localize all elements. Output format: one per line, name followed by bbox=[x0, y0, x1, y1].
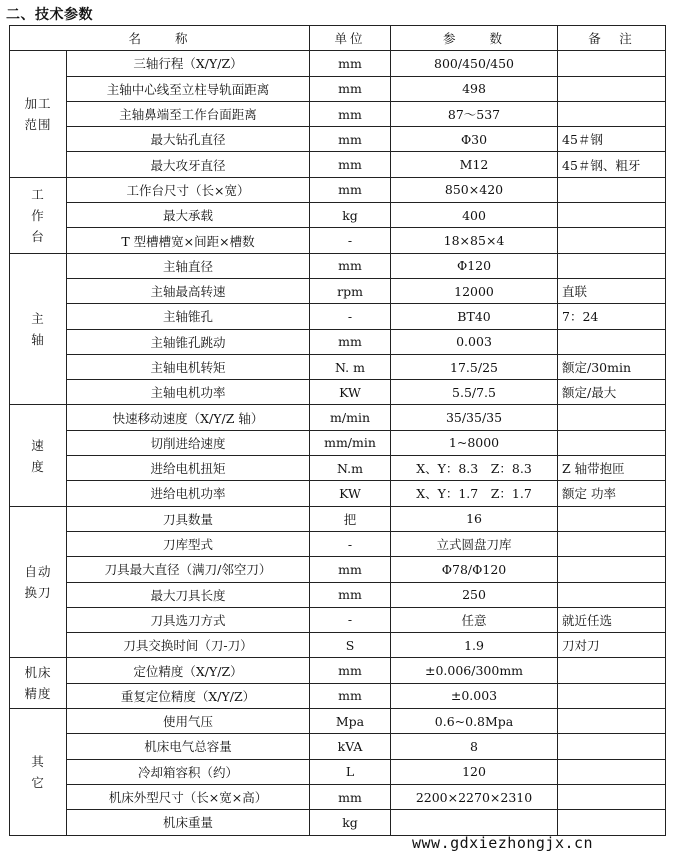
val-cell: 5.5/7.5 bbox=[391, 380, 558, 405]
val-cell: 800/450/450 bbox=[391, 51, 558, 76]
unit-cell: - bbox=[310, 228, 391, 253]
name-cell: 重复定位精度（X/Y/Z） bbox=[67, 683, 310, 708]
name-cell: 主轴锥孔 bbox=[67, 304, 310, 329]
unit-cell: mm/min bbox=[310, 430, 391, 455]
val-cell: 18×85×4 bbox=[391, 228, 558, 253]
unit-cell: mm bbox=[310, 557, 391, 582]
name-cell: 主轴中心线至立柱导轨面距离 bbox=[67, 76, 310, 101]
unit-cell: kg bbox=[310, 810, 391, 835]
table-row bbox=[10, 228, 666, 253]
note-cell bbox=[558, 557, 666, 582]
table-row bbox=[10, 734, 666, 759]
name-cell: 进给电机扭矩 bbox=[67, 456, 310, 481]
note-cell bbox=[558, 810, 666, 835]
unit-cell: mm bbox=[310, 253, 391, 278]
category-cell: 速 度 bbox=[10, 405, 67, 506]
note-cell: 45＃钢、粗牙 bbox=[558, 152, 666, 177]
table-row bbox=[10, 784, 666, 809]
table-row bbox=[10, 253, 666, 278]
name-cell: 主轴直径 bbox=[67, 253, 310, 278]
val-cell: 立式圆盘刀库 bbox=[391, 531, 558, 556]
unit-cell: S bbox=[310, 633, 391, 658]
note-cell: 7：24 bbox=[558, 304, 666, 329]
name-cell: 三轴行程（X/Y/Z） bbox=[67, 51, 310, 76]
table-row bbox=[10, 683, 666, 708]
unit-cell: mm bbox=[310, 582, 391, 607]
note-cell bbox=[558, 253, 666, 278]
table-row bbox=[10, 101, 666, 126]
unit-cell: - bbox=[310, 304, 391, 329]
table-row bbox=[10, 127, 666, 152]
val-cell: 1.9 bbox=[391, 633, 558, 658]
spec-body bbox=[10, 51, 666, 835]
note-cell bbox=[558, 51, 666, 76]
val-cell: 400 bbox=[391, 203, 558, 228]
unit-cell: rpm bbox=[310, 278, 391, 303]
name-cell: 冷却箱容积（约） bbox=[67, 759, 310, 784]
header-param: 参 数 bbox=[391, 26, 558, 51]
table-row bbox=[10, 481, 666, 506]
val-cell: BT40 bbox=[391, 304, 558, 329]
note-cell: 45＃钢 bbox=[558, 127, 666, 152]
unit-cell: - bbox=[310, 531, 391, 556]
category-cell: 其 它 bbox=[10, 709, 67, 835]
val-cell: 87～537 bbox=[391, 101, 558, 126]
table-row bbox=[10, 430, 666, 455]
unit-cell: kg bbox=[310, 203, 391, 228]
unit-cell: KW bbox=[310, 481, 391, 506]
spec-table bbox=[9, 25, 666, 836]
category-cell: 自动 换刀 bbox=[10, 506, 67, 658]
unit-cell: m/min bbox=[310, 405, 391, 430]
name-cell: 定位精度（X/Y/Z） bbox=[67, 658, 310, 683]
note-cell bbox=[558, 203, 666, 228]
name-cell: 机床电气总容量 bbox=[67, 734, 310, 759]
name-cell: 机床外型尺寸（长×宽×高） bbox=[67, 784, 310, 809]
val-cell bbox=[391, 810, 558, 835]
val-cell: ±0.003 bbox=[391, 683, 558, 708]
note-cell: 刀对刀 bbox=[558, 633, 666, 658]
table-row bbox=[10, 304, 666, 329]
name-cell: 工作台尺寸（长×宽） bbox=[67, 177, 310, 202]
name-cell: 刀具数量 bbox=[67, 506, 310, 531]
note-cell bbox=[558, 784, 666, 809]
name-cell: 使用气压 bbox=[67, 709, 310, 734]
table-row bbox=[10, 329, 666, 354]
table-row bbox=[10, 810, 666, 835]
name-cell: 最大攻牙直径 bbox=[67, 152, 310, 177]
name-cell: 最大刀具长度 bbox=[67, 582, 310, 607]
val-cell: 8 bbox=[391, 734, 558, 759]
val-cell: 35/35/35 bbox=[391, 405, 558, 430]
table-row bbox=[10, 607, 666, 632]
val-cell: Φ30 bbox=[391, 127, 558, 152]
val-cell: X、Y：8.3 Z：8.3 bbox=[391, 456, 558, 481]
table-row bbox=[10, 380, 666, 405]
table-row bbox=[10, 456, 666, 481]
table-row bbox=[10, 531, 666, 556]
val-cell: 0.6~0.8Mpa bbox=[391, 709, 558, 734]
note-cell: 就近任选 bbox=[558, 607, 666, 632]
note-cell bbox=[558, 329, 666, 354]
note-cell bbox=[558, 405, 666, 430]
unit-cell: Mpa bbox=[310, 709, 391, 734]
unit-cell: mm bbox=[310, 152, 391, 177]
note-cell bbox=[558, 506, 666, 531]
table-row bbox=[10, 582, 666, 607]
val-cell: 任意 bbox=[391, 607, 558, 632]
table-row bbox=[10, 51, 666, 76]
val-cell: 498 bbox=[391, 76, 558, 101]
note-cell bbox=[558, 177, 666, 202]
unit-cell: kVA bbox=[310, 734, 391, 759]
val-cell: 120 bbox=[391, 759, 558, 784]
val-cell: 0.003 bbox=[391, 329, 558, 354]
category-cell: 加工 范围 bbox=[10, 51, 67, 177]
note-cell: Z 轴带抱匝 bbox=[558, 456, 666, 481]
name-cell: 进给电机功率 bbox=[67, 481, 310, 506]
name-cell: 主轴最高转速 bbox=[67, 278, 310, 303]
note-cell: 额定 功率 bbox=[558, 481, 666, 506]
section-heading: 二、技术参数 bbox=[6, 7, 93, 23]
unit-cell: mm bbox=[310, 127, 391, 152]
val-cell: M12 bbox=[391, 152, 558, 177]
table-row bbox=[10, 759, 666, 784]
name-cell: 刀具最大直径（满刀/邻空刀） bbox=[67, 557, 310, 582]
unit-cell: L bbox=[310, 759, 391, 784]
unit-cell: - bbox=[310, 607, 391, 632]
name-cell: 最大承载 bbox=[67, 203, 310, 228]
note-cell bbox=[558, 709, 666, 734]
category-cell: 工 作 台 bbox=[10, 177, 67, 253]
unit-cell: mm bbox=[310, 658, 391, 683]
name-cell: 刀具选刀方式 bbox=[67, 607, 310, 632]
note-cell bbox=[558, 658, 666, 683]
table-row bbox=[10, 709, 666, 734]
val-cell: ±0.006/300mm bbox=[391, 658, 558, 683]
header-note: 备 注 bbox=[558, 26, 666, 51]
val-cell: Φ78/Φ120 bbox=[391, 557, 558, 582]
name-cell: 机床重量 bbox=[67, 810, 310, 835]
table-row bbox=[10, 152, 666, 177]
name-cell: 主轴电机功率 bbox=[67, 380, 310, 405]
note-cell bbox=[558, 582, 666, 607]
note-cell: 额定/30min bbox=[558, 354, 666, 379]
watermark: www.gdxiezhongjx.cn bbox=[412, 834, 594, 852]
val-cell: 1~8000 bbox=[391, 430, 558, 455]
name-cell: T 型槽槽宽×间距×槽数 bbox=[67, 228, 310, 253]
unit-cell: 把 bbox=[310, 506, 391, 531]
val-cell: 17.5/25 bbox=[391, 354, 558, 379]
table-row bbox=[10, 278, 666, 303]
unit-cell: mm bbox=[310, 784, 391, 809]
unit-cell: mm bbox=[310, 329, 391, 354]
header-row bbox=[10, 26, 666, 51]
name-cell: 快速移动速度（X/Y/Z 轴） bbox=[67, 405, 310, 430]
name-cell: 刀库型式 bbox=[67, 531, 310, 556]
name-cell: 最大钻孔直径 bbox=[67, 127, 310, 152]
table-row bbox=[10, 76, 666, 101]
val-cell: Φ120 bbox=[391, 253, 558, 278]
val-cell: 2200×2270×2310 bbox=[391, 784, 558, 809]
name-cell: 刀具交换时间（刀-刀） bbox=[67, 633, 310, 658]
note-cell bbox=[558, 430, 666, 455]
note-cell bbox=[558, 683, 666, 708]
table-row bbox=[10, 658, 666, 683]
note-cell bbox=[558, 531, 666, 556]
unit-cell: mm bbox=[310, 101, 391, 126]
unit-cell: mm bbox=[310, 51, 391, 76]
table-row bbox=[10, 557, 666, 582]
table-row bbox=[10, 633, 666, 658]
table-row bbox=[10, 203, 666, 228]
header-name: 名 称 bbox=[10, 26, 310, 51]
unit-cell: N. m bbox=[310, 354, 391, 379]
category-cell: 机床 精度 bbox=[10, 658, 67, 709]
unit-cell: KW bbox=[310, 380, 391, 405]
val-cell: 16 bbox=[391, 506, 558, 531]
note-cell bbox=[558, 734, 666, 759]
category-cell: 主 轴 bbox=[10, 253, 67, 405]
name-cell: 主轴电机转矩 bbox=[67, 354, 310, 379]
note-cell: 直联 bbox=[558, 278, 666, 303]
val-cell: X、Y：1.7 Z：1.7 bbox=[391, 481, 558, 506]
note-cell bbox=[558, 76, 666, 101]
unit-cell: N.m bbox=[310, 456, 391, 481]
note-cell bbox=[558, 228, 666, 253]
name-cell: 主轴鼻端至工作台面距离 bbox=[67, 101, 310, 126]
header-unit: 单位 bbox=[310, 26, 391, 51]
note-cell: 额定/最大 bbox=[558, 380, 666, 405]
table-row bbox=[10, 405, 666, 430]
val-cell: 250 bbox=[391, 582, 558, 607]
val-cell: 12000 bbox=[391, 278, 558, 303]
note-cell bbox=[558, 759, 666, 784]
val-cell: 850×420 bbox=[391, 177, 558, 202]
unit-cell: mm bbox=[310, 177, 391, 202]
unit-cell: mm bbox=[310, 683, 391, 708]
unit-cell: mm bbox=[310, 76, 391, 101]
table-row bbox=[10, 506, 666, 531]
table-row bbox=[10, 177, 666, 202]
note-cell bbox=[558, 101, 666, 126]
table-row bbox=[10, 354, 666, 379]
name-cell: 切削进给速度 bbox=[67, 430, 310, 455]
name-cell: 主轴锥孔跳动 bbox=[67, 329, 310, 354]
